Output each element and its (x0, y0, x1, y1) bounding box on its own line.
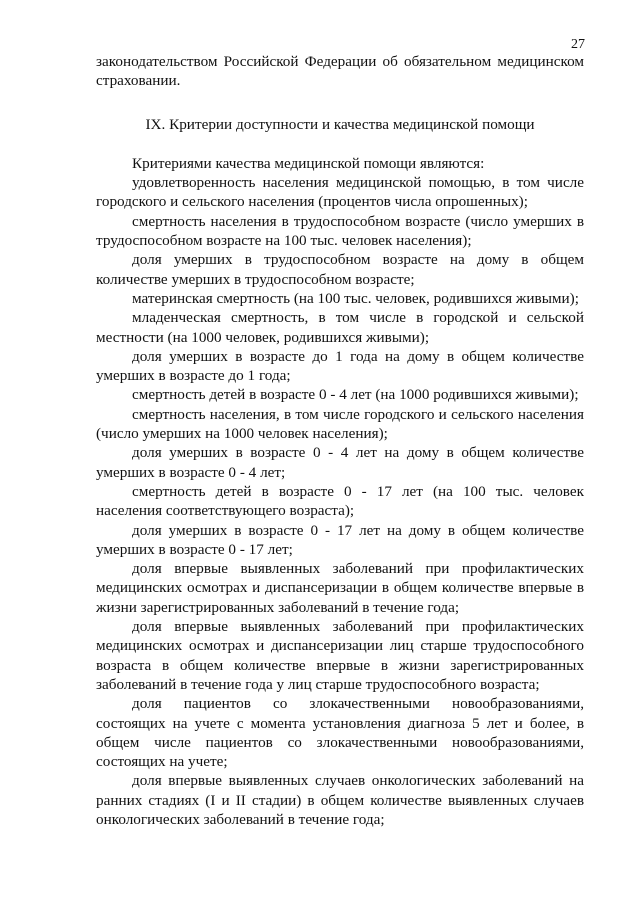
criterion-item: удовлетворенность населения медицинской помощью, в том числе городского и сельского населения (процентов числа опрошенных); (96, 174, 584, 211)
criterion-item: доля пациентов со злокачественными новообразованиями, состоящих на учете с момента установления диагноза 5 лет и более, в общем числе пациентов со злокачественными новообразованиями, состоящих на учете; (96, 695, 584, 771)
page-number: 27 (571, 37, 585, 52)
criteria-intro: Критериями качества медицинской помощи являются: (132, 154, 485, 172)
criterion-item: доля умерших в возрасте до 1 года на дому в общем количестве умерших в возрасте до 1 года; (96, 347, 584, 385)
page-content (96, 52, 584, 829)
criterion-item: смертность населения в трудоспособном возрасте (число умерших в трудоспособном возрасте на 100 тыс. человек населения); (96, 212, 584, 250)
criterion-item: доля впервые выявленных заболеваний при профилактических медицинских осмотрах и диспансеризации лиц старше трудоспособного возраста в общем количестве впервые в жизни зарегистрированных заболеваний в течение года у лиц старше трудоспособного возраста; (96, 618, 584, 693)
criterion-item: доля впервые выявленных случаев онкологических заболеваний на ранних стадиях (I и II стадии) в общем количестве выявленных случаев онкологических заболеваний в течение года; (96, 772, 584, 828)
criterion-item: доля впервые выявленных заболеваний при профилактических медицинских осмотрах и диспансеризации в общем количестве впервые в жизни зарегистрированных заболеваний в течение года; (96, 560, 584, 616)
criterion-item: смертность детей в возрасте 0 - 4 лет (на 1000 родившихся живыми); (132, 386, 579, 404)
criterion-item: доля умерших в возрасте 0 - 17 лет на дому в общем количестве умерших в возрасте 0 - 17 лет; (96, 521, 584, 558)
section-heading: IX. Критерии доступности и качества медицинской помощи (145, 115, 535, 133)
criterion-item: смертность детей в возрасте 0 - 17 лет (на 100 тыс. человек населения соответствующего возраста); (96, 482, 584, 520)
criterion-item: младенческая смертность, в том числе в городской и сельской местности (на 1000 человек, родившихся живыми); (96, 309, 584, 346)
criterion-item: материнская смертность (на 100 тыс. человек, родившихся живыми); (132, 289, 579, 307)
continuation-paragraph: законодательством Российской Федерации об обязательном медицинском страховании. (96, 53, 584, 90)
criterion-item: доля умерших в трудоспособном возрасте на дому в общем количестве умерших в трудоспособном возрасте; (96, 251, 584, 288)
criterion-item: доля умерших в возрасте 0 - 4 лет на дому в общем количестве умерших в возрасте 0 - 4 лет; (96, 444, 584, 481)
criterion-item: смертность населения, в том числе городского и сельского населения (число умерших на 1000 человек населения); (96, 405, 584, 443)
